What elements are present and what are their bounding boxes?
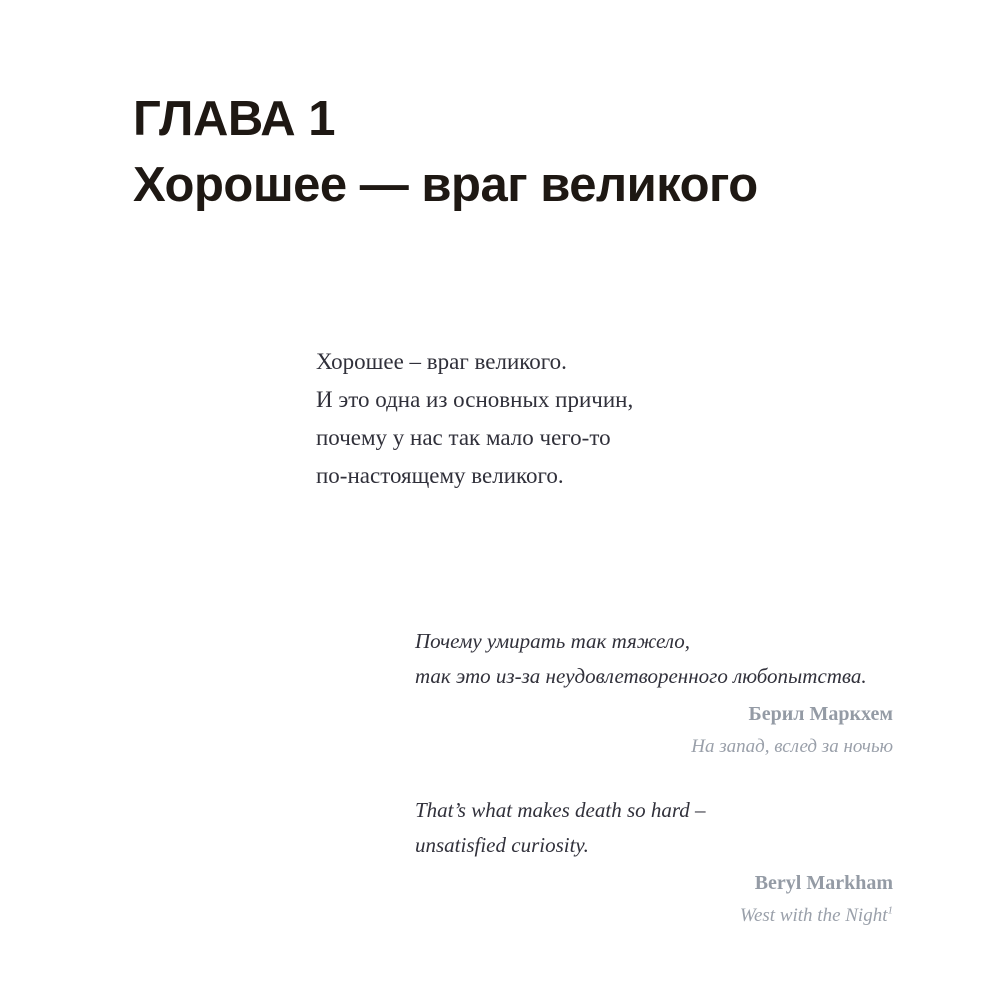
epigraph-en-source [415, 899, 893, 932]
epigraph-ru-source: На запад, вслед за ночью [691, 736, 893, 757]
epigraph-en-attribution [415, 867, 893, 932]
chapter-label: ГЛАВА 1 [133, 92, 336, 146]
epigraph-ru-attribution [415, 698, 893, 763]
chapter-title: Хорошее — враг великого [133, 158, 758, 212]
epigraph-ru-line: так это из-за неудовлетворенного любопытства. [415, 664, 867, 688]
epigraph-en-author: Beryl Markham [754, 872, 893, 894]
epigraph-ru-line: Почему умирать так тяжело, [415, 629, 690, 653]
lead-line: почему у нас так мало чего-то [316, 425, 611, 450]
lead-line: Хорошее – враг великого. [316, 349, 567, 374]
epigraph-ru-author: Берил Маркхем [748, 703, 893, 725]
lead-paragraph [316, 343, 633, 495]
epigraph-russian [415, 624, 893, 763]
chapter-heading [133, 86, 758, 218]
lead-line: И это одна из основных причин, [316, 387, 634, 412]
epigraph-english [415, 793, 893, 932]
epigraph-en-line: unsatisfied curiosity. [415, 833, 589, 857]
footnote-marker: 1 [887, 904, 893, 917]
lead-line: по-настоящему великого. [316, 463, 564, 488]
epigraph-en-line: That’s what makes death so hard – [415, 798, 706, 822]
epigraph-en-source-title: West with the Night [739, 905, 888, 926]
